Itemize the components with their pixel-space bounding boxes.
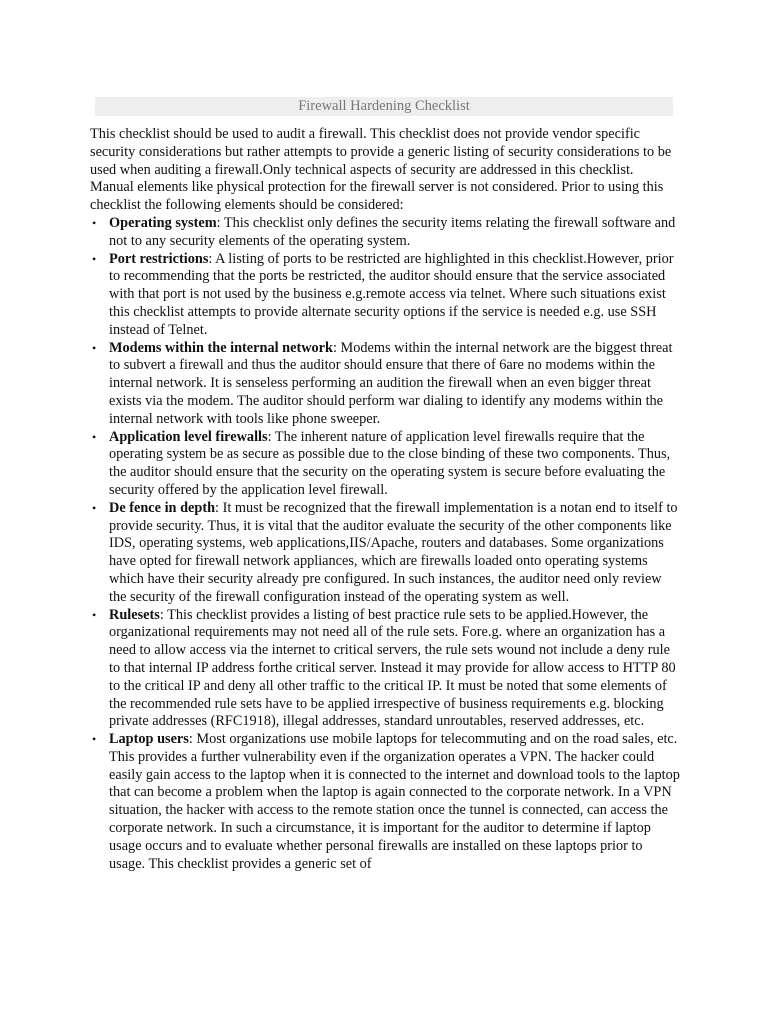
bullet-icon: • [92, 215, 97, 230]
item-text: : A listing of ports to be restricted are highlighted in this checklist.However, prior to recommending that the ports be restricted, the auditor should ensure that the service associated with that port is not used by the business e.g.remote access via telnet. Where such situations exist this checklist attempts to provide alternate security options if the service is needed e.g. use SSH instead of Telnet. [109, 250, 674, 338]
bullet-icon: • [92, 251, 97, 266]
item-text: : The inherent nature of application level firewalls require that the operating system be as secure as possible due to the close binding of these two components. Thus, the auditor should ensure that the security on the operating system is secure before evaluating the security offered by the application level firewall. [109, 428, 671, 498]
item-text: : This checklist provides a listing of best practice rule sets to be applied.However, the organizational requirements may not need all of the rule sets. Fore.g. where an organization has a need to allow access via the internet to critical servers, the rule sets wound not include a deny rule to that internal IP address forthe critical server. Instead it may provide for allow access to HTTP 80 to the critical IP and deny all other traffic to the critical IP. It must be noted that some elements of the recommended rule sets have to be applied irrespective of business requirements e.g. blocking private addresses (RFC1918), illegal addresses, standard unroutables, reserved addresses, etc. [109, 606, 676, 730]
item-term: Laptop users [109, 731, 189, 748]
list-item [92, 428, 680, 500]
list-item [92, 731, 680, 873]
intro-paragraph: This checklist should be used to audit a firewall. This checklist does not provide vendor specific security considerations but rather attempts to provide a generic listing of security considerations to be used when auditing a firewall.Only technical aspects of security are addressed in this checklist. Manual elements like physical protection for the firewall server is not considered. Prior to using this checklist the following elements should be considered: [90, 126, 672, 214]
item-term: Modems within the internal network [109, 339, 333, 356]
list-item [92, 339, 680, 429]
item-term: Port restrictions [109, 250, 209, 267]
list-item [92, 499, 680, 607]
item-text: : Most organizations use mobile laptops for telecommuting and on the road sales, etc. This provides a further vulnerability even if the organization operates a VPN. The hacker could easily gain access to the laptop when it is connected to the internet and download tools to the laptop that can become a problem when the laptop is again connected to the corporate network. In a VPN situation, the hacker with access to the remote station once the tunnel is connected, can access the corporate network. In such a circumstance, it is important for the auditor to determine if laptop usage occurs and to evaluate whether personal firewalls are installed on these laptops prior to usage. This checklist provides a generic set of [109, 731, 680, 872]
bullet-icon: • [92, 340, 97, 355]
item-term: Application level firewalls [109, 428, 268, 445]
item-text: : It must be recognized that the firewall implementation is a notan end to itself to provide security. Thus, it is vital that the auditor evaluate the security of the other components like IDS, operating systems, web applications,IIS/Apache, routers and databases. Some organizations have opted for firewall network appliances, which are firewalls loaded onto operating systems which have their security already pre configured. In such instances, the auditor need only review the security of the firewall configuration instead of the operating system as well. [109, 499, 678, 605]
document-title: Firewall Hardening Checklist [95, 97, 673, 116]
bullet-icon: • [92, 500, 97, 515]
item-text: : Modems within the internal network are the biggest threat to subvert a firewall and thus the auditor should ensure that there of 6are no modems within the internal network. It is senseless performing an audition the firewall when an even bigger threat exists via the modem. The auditor should perform war dialing to identify any modems within the internal network with tools like phone sweeper. [109, 339, 673, 427]
document-body [90, 126, 680, 873]
bullet-icon: • [92, 429, 97, 444]
item-term: Operating system [109, 214, 217, 231]
item-term: De fence in depth [109, 499, 216, 516]
bullet-icon: • [92, 607, 97, 622]
considerations-list [90, 215, 680, 873]
item-text: : This checklist only defines the security items relating the firewall software and not to any security elements of the operating system. [109, 214, 676, 249]
list-item [92, 606, 680, 732]
bullet-icon: • [92, 732, 97, 747]
item-term: Rulesets [109, 606, 160, 623]
list-item [92, 250, 680, 340]
list-item [92, 214, 680, 251]
